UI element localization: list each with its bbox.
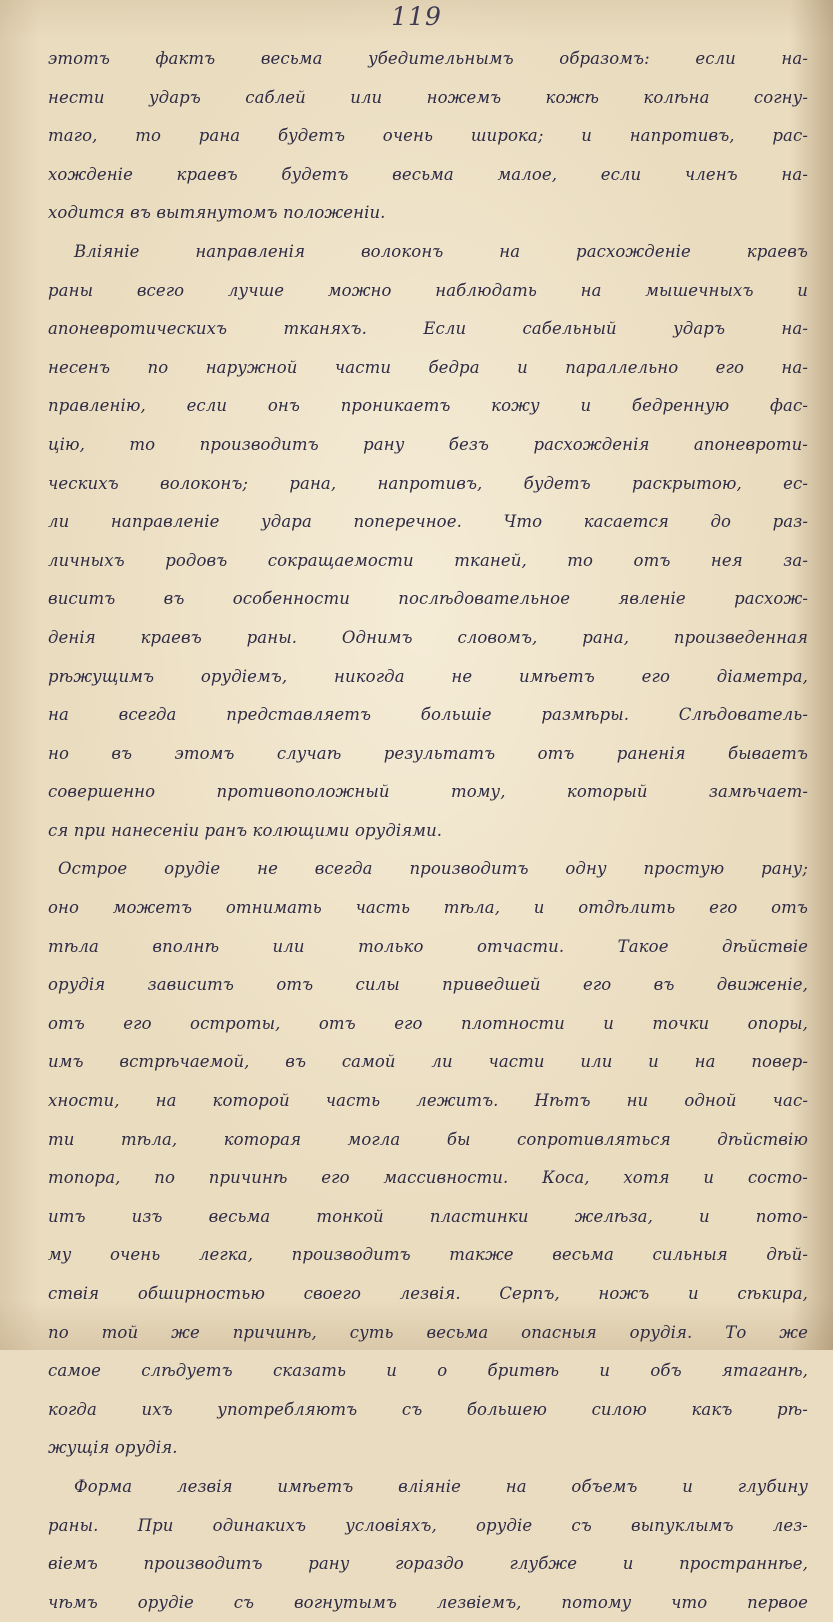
text-line: хности, на которой часть лежитъ. Нѣтъ ни одной час- <box>48 1091 808 1111</box>
text-line: отъ его остроты, отъ его плотности и точки опоры, <box>48 1013 808 1033</box>
text-line: когда ихъ употребляютъ съ большею силою какъ рѣ- <box>48 1399 808 1419</box>
text-line: совершенно противоположный тому, который замѣчает- <box>48 782 808 802</box>
text-line: жущія орудія. <box>48 1438 178 1458</box>
text-line: хожденіе краевъ будетъ весьма малое, если членъ на- <box>48 164 808 184</box>
text-line: оно можетъ отнимать часть тѣла, и отдѣлить его отъ <box>48 898 808 918</box>
text-line: несенъ по наружной части бедра и параллельно его на- <box>48 357 808 377</box>
text-line: денія краевъ раны. Однимъ словомъ, рана, произведенная <box>48 627 808 647</box>
text-line: ти тѣла, которая могла бы сопротивляться дѣйствію <box>48 1129 808 1149</box>
text-line: этотъ фактъ весьма убедительнымъ образомъ: если на- <box>48 49 808 68</box>
text-line: по той же причинѣ, суть весьма опасныя орудія. То же <box>48 1322 808 1342</box>
paragraph-start-line: Вліяніе направленія волоконъ на расхожденіе краевъ <box>74 241 808 261</box>
text-line: но въ этомъ случаѣ результатъ отъ раненія бываетъ <box>48 743 808 763</box>
page-number: 119 <box>391 2 442 31</box>
text-line: апоневротическихъ тканяхъ. Если сабельный ударъ на- <box>48 319 808 339</box>
text-line: на всегда представляетъ большіе размѣры. Слѣдователь- <box>48 705 808 725</box>
text-line: личныхъ родовъ сокращаемости тканей, то отъ нея за- <box>48 550 808 570</box>
text-line: тѣла вполнѣ или только отчасти. Такое дѣйствіе <box>48 936 808 956</box>
text-line: раны. При одинакихъ условіяхъ, орудіе съ выпуклымъ лез- <box>48 1515 808 1535</box>
text-line: ли направленіе удара поперечное. Что касается до раз- <box>48 512 808 532</box>
manuscript-text <box>48 40 808 1622</box>
text-line: правленію, если онъ проникаетъ кожу и бедренную фас- <box>48 396 808 416</box>
text-line: ся при нанесеніи ранъ колющими орудіями. <box>48 820 443 840</box>
paragraph-start-line: Форма лезвія имѣетъ вліяніе на объемъ и глубину <box>74 1476 808 1496</box>
text-line: ческихъ волоконъ; рана, напротивъ, будетъ раскрытою, ес- <box>48 473 808 493</box>
paragraph-start-line: Острое орудіе не всегда производитъ одну простую рану; <box>58 859 808 879</box>
text-line: ходится въ вытянутомъ положеніи. <box>48 203 386 223</box>
text-line: віемъ производитъ рану гораздо глубже и пространнѣе, <box>48 1554 808 1574</box>
text-line: цію, то производитъ рану безъ расхожденія апоневроти- <box>48 434 808 454</box>
text-line: раны всего лучше можно наблюдать на мышечныхъ и <box>48 280 808 300</box>
text-line: му очень легка, производитъ также весьма сильныя дѣй- <box>48 1245 808 1265</box>
text-line: чѣмъ орудіе съ вогнутымъ лезвіемъ, потому что первое <box>48 1592 808 1612</box>
text-line: имъ встрѣчаемой, въ самой ли части или и на повер- <box>48 1052 808 1072</box>
text-line: таго, то рана будетъ очень широка; и напротивъ, рас- <box>48 126 808 146</box>
text-line: нести ударъ саблей или ножемъ кожѣ колѣна согну- <box>48 87 808 107</box>
text-line: самое слѣдуетъ сказать и о бритвѣ и объ ятаганѣ, <box>48 1361 808 1381</box>
text-line: итъ изъ весьма тонкой пластинки желѣза, и пото- <box>48 1206 808 1226</box>
text-line: ствія обширностью своего лезвія. Серпъ, ножъ и сѣкира, <box>48 1284 808 1303</box>
text-line: рѣжущимъ орудіемъ, никогда не имѣетъ его діаметра, <box>48 666 808 686</box>
text-line: орудія зависитъ отъ силы приведшей его въ движеніе, <box>48 975 808 995</box>
text-line: виситъ въ особенности послѣдовательное явленіе расхож- <box>48 589 808 609</box>
text-line: топора, по причинѣ его массивности. Коса, хотя и состо- <box>48 1168 808 1188</box>
